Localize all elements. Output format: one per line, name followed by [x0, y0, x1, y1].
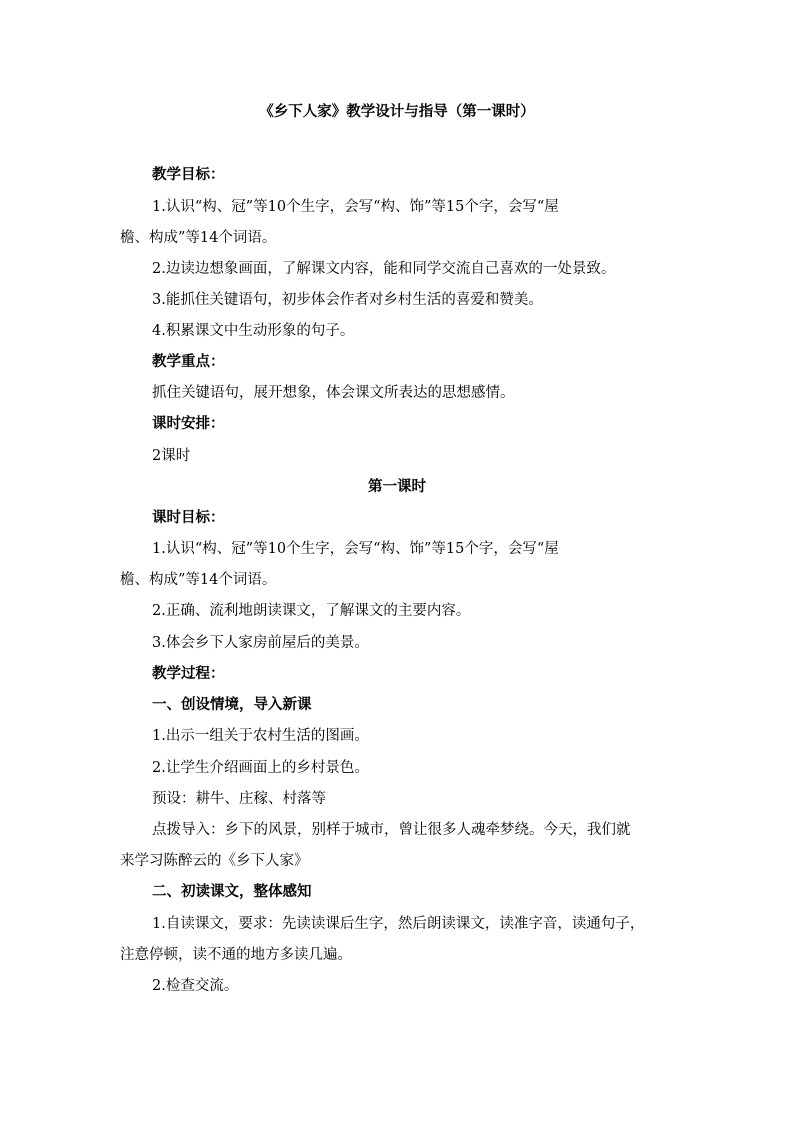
- objective-line: 檐、构成”等14个词语。: [120, 230, 277, 246]
- lesson-objectives-heading: 课时目标：: [152, 509, 225, 526]
- document-title: 《乡下人家》教学设计与指导（第一课时）: [259, 103, 535, 120]
- part1-heading: 一、创设情境，导入新课: [152, 696, 312, 713]
- objective-line: 4.积累课文中生动形象的句子。: [152, 323, 355, 339]
- objectives-heading: 教学目标：: [152, 166, 225, 183]
- objective-line: 1.认识“构、冠”等10个生字，会写“构、饰”等15个字，会写“屋: [152, 199, 559, 215]
- lesson-objective-line: 2.正确、流利地朗读课文，了解课文的主要内容。: [152, 603, 471, 619]
- key-points-heading: 教学重点：: [152, 353, 225, 370]
- lesson-objective-line: 1.认识“构、冠”等10个生字，会写“构、饰”等15个字，会写“屋: [152, 541, 559, 557]
- objective-line: 2.边读边想象画面，了解课文内容，能和同学交流自己喜欢的一处景致。: [152, 261, 616, 277]
- part1-line: 2.让学生介绍画面上的乡村景色。: [152, 760, 369, 776]
- part2-line: 1.自读课文，要求：先读读课后生字，然后朗读课文，读准字音，读通句子，: [152, 916, 645, 932]
- part1-line: 来学习陈醉云的《乡下人家》: [120, 853, 309, 869]
- objective-line: 3.能抓住关键语句，初步体会作者对乡村生活的喜爱和赞美。: [152, 292, 543, 308]
- part2-heading: 二、初读课文，整体感知: [152, 883, 312, 900]
- schedule-heading: 课时安排：: [152, 415, 225, 432]
- part1-line: 预设：耕牛、庄稼、村落等: [152, 791, 326, 807]
- part1-line: 1.出示一组关于农村生活的图画。: [152, 728, 369, 744]
- part1-line: 点拨导入：乡下的风景，别样于城市，曾让很多人魂牵梦绕。今天，我们就: [152, 822, 631, 838]
- lesson-objective-line: 3.体会乡下人家房前屋后的美景。: [152, 635, 369, 651]
- part2-line: 注意停顿，读不通的地方多读几遍。: [120, 947, 352, 963]
- part2-line: 2.检查交流。: [152, 978, 239, 994]
- key-points-text: 抓住关键语句，展开想象，体会课文所表达的思想感情。: [152, 385, 515, 401]
- lesson-objective-line: 檐、构成”等14个词语。: [120, 572, 277, 588]
- section-title: 第一课时: [368, 478, 426, 495]
- process-heading: 教学过程：: [152, 665, 225, 682]
- schedule-text: 2课时: [152, 448, 191, 464]
